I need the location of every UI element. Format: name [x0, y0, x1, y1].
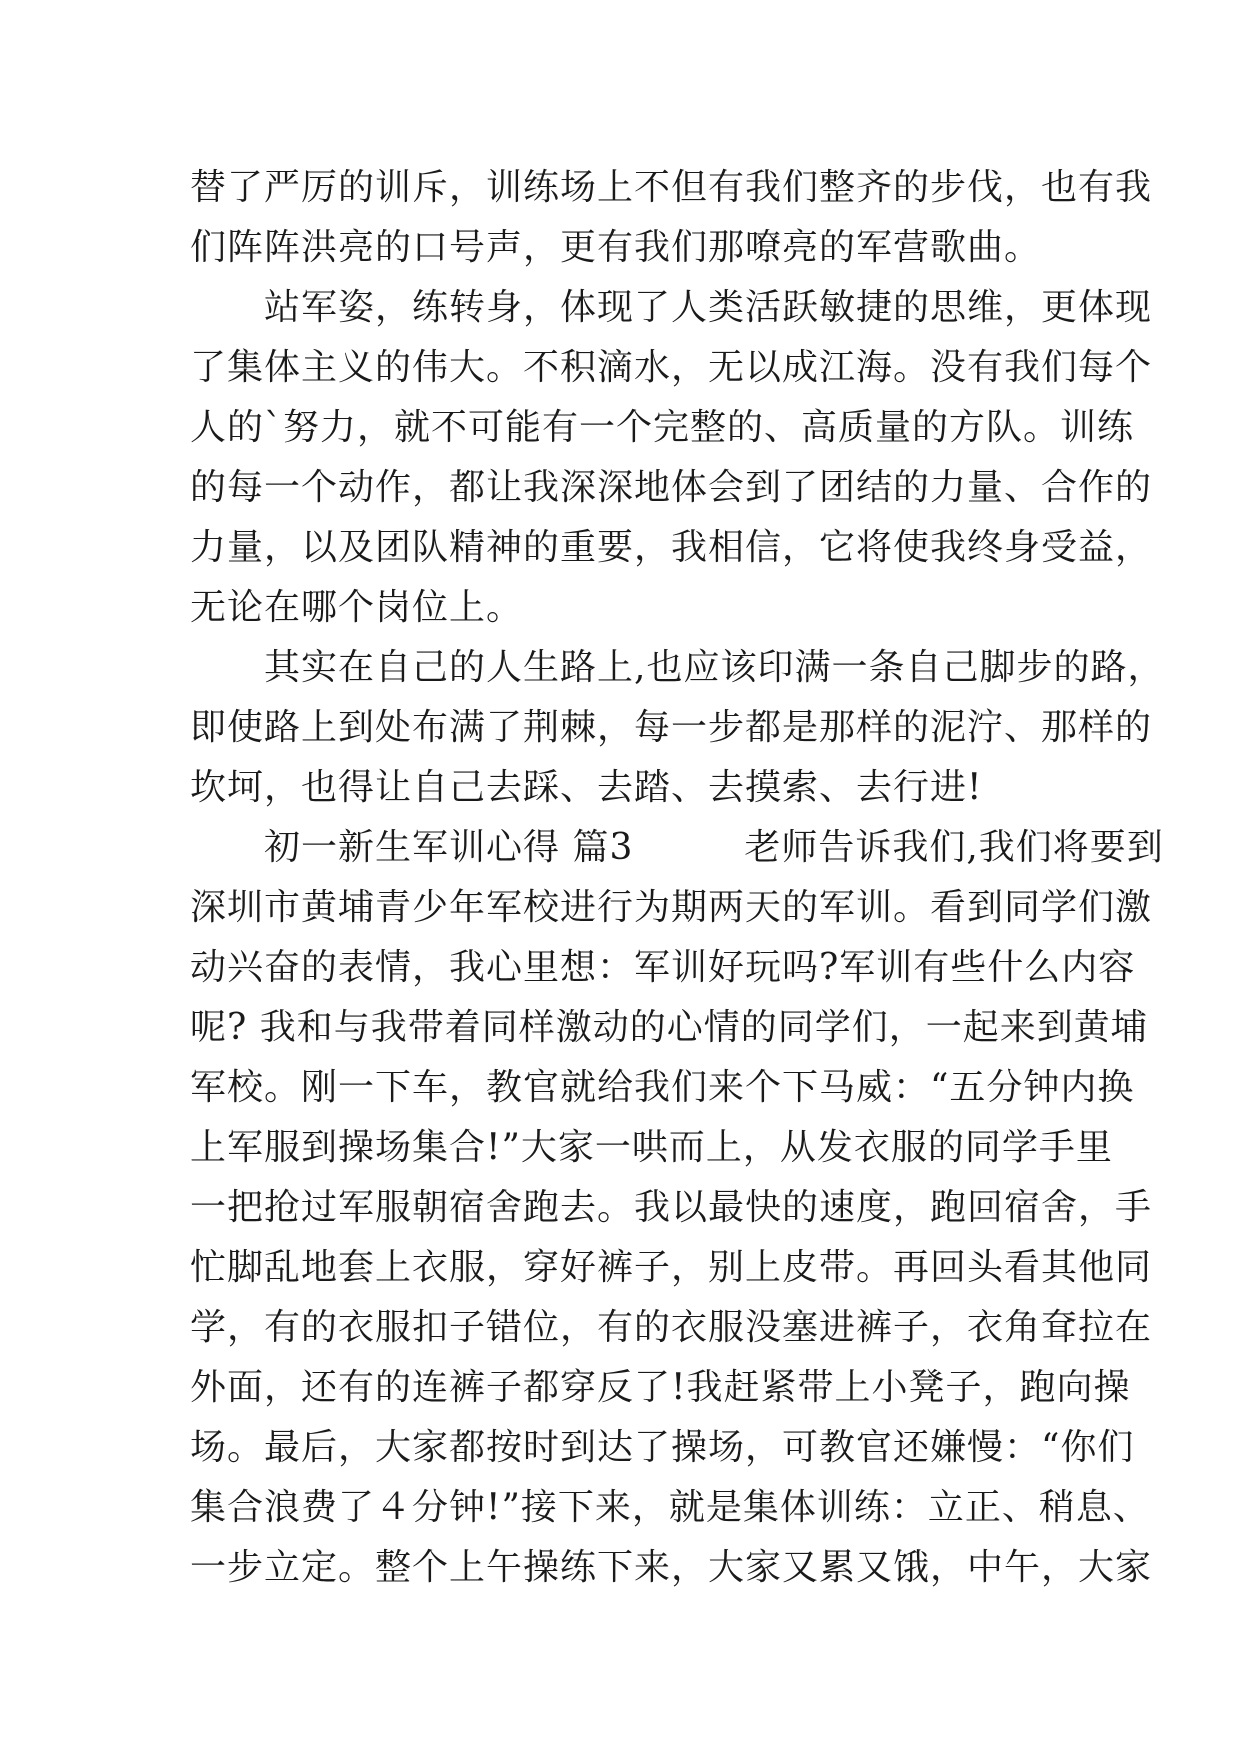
- text-line: 们阵阵洪亮的口号声，更有我们那嘹亮的军营歌曲。: [190, 227, 1042, 268]
- text-line: 外面，还有的连裤子都穿反了!我赶紧带上小凳子，跑向操: [190, 1367, 1131, 1408]
- text-line: 呢? 我和与我带着同样激动的心情的同学们，一起来到黄埔: [190, 1007, 1148, 1048]
- text-line: 一把抢过军服朝宿舍跑去。我以最快的速度，跑回宿舍，手: [190, 1187, 1153, 1228]
- body-text: [190, 158, 1165, 1598]
- text-line: 集合浪费了４分钟!”接下来，就是集体训练：立正、稍息、: [190, 1487, 1150, 1528]
- text-line: 动兴奋的表情，我心里想：军训好玩吗?军训有些什么内容: [190, 947, 1136, 988]
- text-line: 上军服到操场集合!”大家一哄而上，从发衣服的同学手里: [190, 1127, 1113, 1168]
- text-line: 军校。刚一下车，教官就给我们来个下马威：“五分钟内换: [190, 1067, 1135, 1108]
- text-line: 替了严厉的训斥，训练场上不但有我们整齐的步伐，也有我: [190, 167, 1153, 208]
- text-line: 一步立定。整个上午操练下来，大家又累又饿，中午，大家: [190, 1547, 1153, 1588]
- text-line: 站军姿，练转身，体现了人类活跃敏捷的思维，更体现: [190, 287, 1153, 328]
- text-line: 力量，以及团队精神的重要，我相信，它将使我终身受益，: [190, 527, 1153, 568]
- text-line: 学，有的衣服扣子错位，有的衣服没塞进裤子，衣角耷拉在: [190, 1307, 1153, 1348]
- text-line: 的每一个动作，都让我深深地体会到了团结的力量、合作的: [190, 467, 1153, 508]
- text-line: 即使路上到处布满了荆棘，每一步都是那样的泥泞、那样的: [190, 707, 1153, 748]
- text-line: 深圳市黄埔青少年军校进行为期两天的军训。看到同学们激: [190, 887, 1153, 928]
- text-line: 初一新生军训心得 篇3 老师告诉我们,我们将要到: [190, 827, 1164, 868]
- text-line: 了集体主义的伟大。不积滴水，无以成江海。没有我们每个: [190, 347, 1153, 388]
- text-line: 坎坷，也得让自己去踩、去踏、去摸索、去行进!: [190, 767, 983, 808]
- text-line: 人的`努力，就不可能有一个完整的、高质量的方队。训练: [190, 407, 1135, 448]
- text-line: 无论在哪个岗位上。: [190, 587, 524, 628]
- text-line: 其实在自己的人生路上,也应该印满一条自己脚步的路，: [190, 647, 1165, 688]
- text-line: 忙脚乱地套上衣服，穿好裤子，别上皮带。再回头看其他同: [190, 1247, 1153, 1288]
- text-line: 场。最后，大家都按时到达了操场，可教官还嫌慢：“你们: [190, 1427, 1135, 1468]
